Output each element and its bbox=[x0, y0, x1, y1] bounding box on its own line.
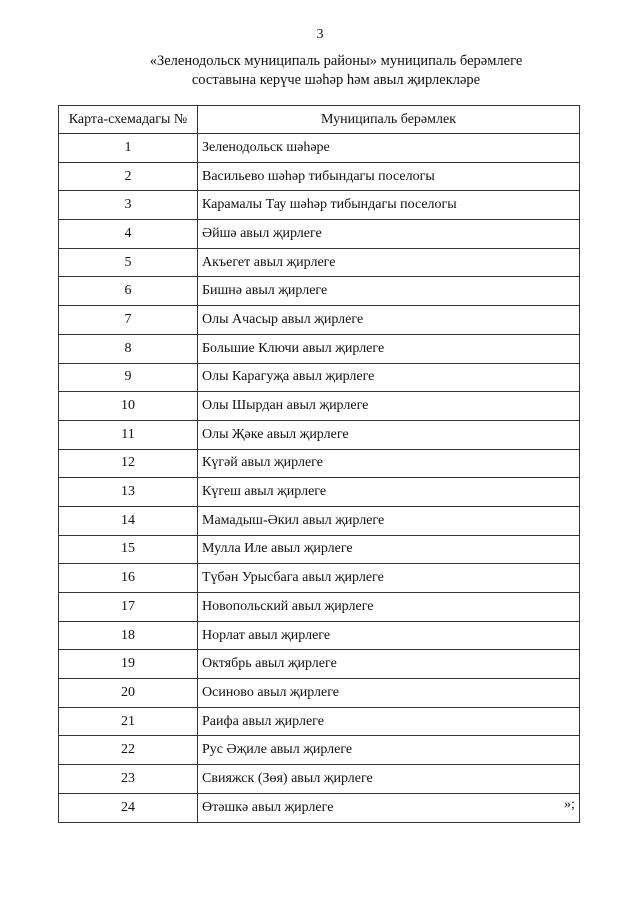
row-number-cell: 17 bbox=[59, 593, 198, 622]
table-row bbox=[59, 679, 580, 708]
column-header-map-number: Карта-схемадагы № bbox=[59, 106, 198, 134]
row-number-cell: 3 bbox=[59, 191, 198, 220]
table-row bbox=[59, 449, 580, 478]
row-number-cell: 14 bbox=[59, 506, 198, 535]
municipality-name-cell: Мамадыш-Әкил авыл җирлеге bbox=[198, 506, 580, 535]
table-row bbox=[59, 220, 580, 249]
row-number-cell: 19 bbox=[59, 650, 198, 679]
table-row bbox=[59, 621, 580, 650]
table-header-row bbox=[59, 106, 580, 134]
municipality-name-cell: Олы Шырдан авыл җирлеге bbox=[198, 392, 580, 421]
page-number: 3 bbox=[316, 27, 324, 42]
row-number-cell: 16 bbox=[59, 564, 198, 593]
municipality-name-cell: Норлат авыл җирлеге bbox=[198, 621, 580, 650]
municipality-name-cell: Большие Ключи авыл җирлеге bbox=[198, 334, 580, 363]
municipality-name-cell: Әйшә авыл җирлеге bbox=[198, 220, 580, 249]
table-row bbox=[59, 248, 580, 277]
municipality-name-cell: Мулла Иле авыл җирлеге bbox=[198, 535, 580, 564]
municipality-name-cell: Түбән Урысбага авыл җирлеге bbox=[198, 564, 580, 593]
row-number-cell: 5 bbox=[59, 248, 198, 277]
municipality-name-cell: Күгәй авыл җирлеге bbox=[198, 449, 580, 478]
column-header-municipality: Муниципаль берәмлек bbox=[198, 106, 580, 134]
municipalities-table bbox=[58, 105, 580, 823]
table-row bbox=[59, 420, 580, 449]
municipality-name-cell: Осиново авыл җирлеге bbox=[198, 679, 580, 708]
page-title bbox=[0, 52, 640, 90]
municipality-name-cell: Олы Карагуҗа авыл җирлеге bbox=[198, 363, 580, 392]
table-row bbox=[59, 134, 580, 163]
row-number-cell: 6 bbox=[59, 277, 198, 306]
table-row bbox=[59, 334, 580, 363]
row-number-cell: 22 bbox=[59, 736, 198, 765]
row-number-cell: 13 bbox=[59, 478, 198, 507]
title-line-1: «Зеленодольск муниципаль районы» муниципаль берәмлеге bbox=[149, 53, 523, 69]
row-number-cell: 4 bbox=[59, 220, 198, 249]
municipality-name-cell: Бишнә авыл җирлеге bbox=[198, 277, 580, 306]
municipality-name-cell: Акъегет авыл җирлеге bbox=[198, 248, 580, 277]
row-number-cell: 23 bbox=[59, 765, 198, 794]
table-row bbox=[59, 593, 580, 622]
municipality-name-cell: Карамалы Тау шәһәр тибындагы поселогы bbox=[198, 191, 580, 220]
municipality-name-cell: Күгеш авыл җирлеге bbox=[198, 478, 580, 507]
municipality-name-cell: Раифа авыл җирлеге bbox=[198, 707, 580, 736]
row-number-cell: 18 bbox=[59, 621, 198, 650]
table-row bbox=[59, 535, 580, 564]
table-row bbox=[59, 392, 580, 421]
row-number-cell: 24 bbox=[59, 793, 198, 822]
row-number-cell: 15 bbox=[59, 535, 198, 564]
table-row bbox=[59, 707, 580, 736]
table-row bbox=[59, 363, 580, 392]
row-number-cell: 7 bbox=[59, 306, 198, 335]
row-number-cell: 20 bbox=[59, 679, 198, 708]
table-row bbox=[59, 564, 580, 593]
table-row bbox=[59, 277, 580, 306]
municipality-name-cell: Свияжск (Зөя) авыл җирлеге bbox=[198, 765, 580, 794]
title-line-2: составына керүче шәһәр һәм авыл җирлекләре bbox=[191, 72, 481, 88]
row-number-cell: 10 bbox=[59, 392, 198, 421]
municipality-name-cell: Новопольский авыл җирлеге bbox=[198, 593, 580, 622]
row-number-cell: 12 bbox=[59, 449, 198, 478]
table-row bbox=[59, 736, 580, 765]
municipality-name-cell: Рус Әҗиле авыл җирлеге bbox=[198, 736, 580, 765]
row-number-cell: 9 bbox=[59, 363, 198, 392]
municipality-name-cell: Октябрь авыл җирлеге bbox=[198, 650, 580, 679]
row-number-cell: 8 bbox=[59, 334, 198, 363]
closing-quote-mark: »; bbox=[564, 797, 575, 812]
table-row bbox=[59, 765, 580, 794]
table-row bbox=[59, 191, 580, 220]
municipality-name-cell: Олы Җәке авыл җирлеге bbox=[198, 420, 580, 449]
row-number-cell: 1 bbox=[59, 134, 198, 163]
row-number-cell: 21 bbox=[59, 707, 198, 736]
row-number-cell: 11 bbox=[59, 420, 198, 449]
municipality-name-cell: Өтәшкә авыл җирлеге bbox=[198, 793, 580, 822]
table-row bbox=[59, 478, 580, 507]
table-row bbox=[59, 793, 580, 822]
table-row bbox=[59, 650, 580, 679]
municipality-name-cell: Зеленодольск шәһәре bbox=[198, 134, 580, 163]
municipality-name-cell: Олы Ачасыр авыл җирлеге bbox=[198, 306, 580, 335]
table-row bbox=[59, 506, 580, 535]
table-row bbox=[59, 162, 580, 191]
municipality-name-cell: Васильево шәһәр тибындагы поселогы bbox=[198, 162, 580, 191]
table-row bbox=[59, 306, 580, 335]
row-number-cell: 2 bbox=[59, 162, 198, 191]
